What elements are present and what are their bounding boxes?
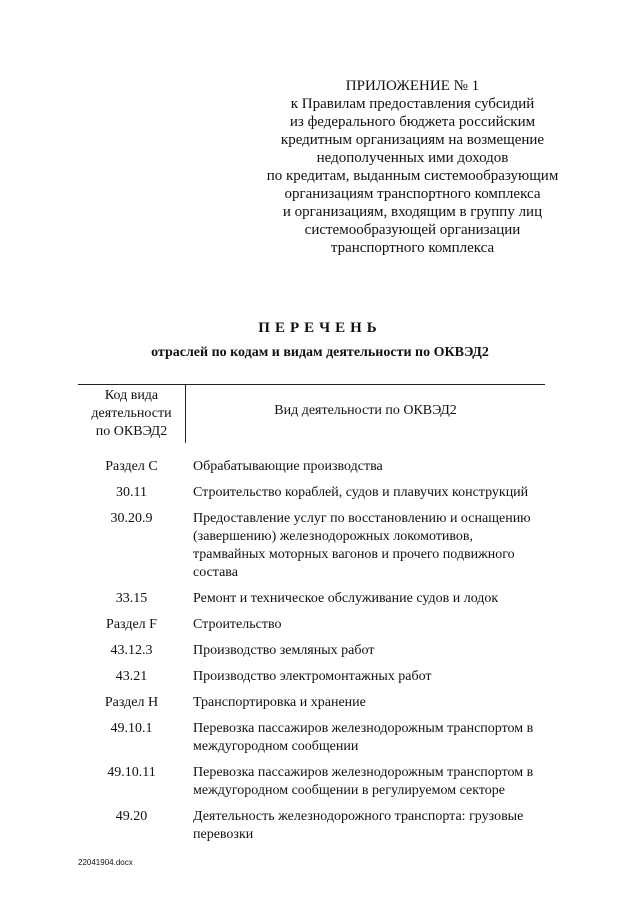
activity-code: 30.11 <box>116 485 147 500</box>
annex-title: ПРИЛОЖЕНИЕ № 1 <box>345 78 480 94</box>
activity-name: Ремонт и техническое обслуживание судов и лодок <box>193 591 499 606</box>
table-row <box>78 590 545 608</box>
activity-code: 49.20 <box>115 809 148 824</box>
activities-table <box>78 384 545 852</box>
table-row <box>78 484 545 502</box>
annex-block <box>260 77 565 257</box>
activity-code: 43.12.3 <box>110 643 153 658</box>
table-body <box>78 458 545 844</box>
footer-filename: 22041904.docx <box>78 858 133 867</box>
header-code-line: по ОКВЭД2 <box>95 424 168 439</box>
document-subtitle: отраслей по кодам и видам деятельности по ОКВЭД2 <box>151 345 489 360</box>
annex-line: и организациям, входящим в группу лиц <box>282 204 543 220</box>
activity-code: 49.10.1 <box>110 721 153 736</box>
table-row <box>78 668 545 686</box>
table-row <box>78 764 545 800</box>
activity-name: Обрабатывающие производства <box>193 459 383 474</box>
table-row <box>78 720 545 756</box>
activity-code: 33.15 <box>115 591 148 606</box>
annex-line: недополученных ими доходов <box>316 150 509 166</box>
table-row <box>78 458 545 476</box>
activity-code: Раздел H <box>104 695 159 710</box>
activity-name: Строительство кораблей, судов и плавучих конструкций <box>193 485 529 500</box>
activity-code: 43.21 <box>115 669 148 684</box>
annex-line: системообразующей организации <box>304 222 521 238</box>
table-row <box>78 694 545 712</box>
activity-name: Деятельность железнодорожного транспорта: грузовые перевозки <box>193 809 524 842</box>
annex-line: организациям транспортного комплекса <box>284 186 541 202</box>
table-row <box>78 808 545 844</box>
annex-line: по кредитам, выданным системообразующим <box>266 168 559 184</box>
header-code-column <box>78 385 186 443</box>
table-row <box>78 642 545 660</box>
activity-name: Перевозка пассажиров железнодорожным транспортом в междугородном сообщении <box>193 721 534 754</box>
activity-code: Раздел F <box>106 617 157 632</box>
annex-line: к Правилам предоставления субсидий <box>290 96 535 112</box>
activity-name: Транспортировка и хранение <box>193 695 366 710</box>
activity-name: Предоставление услуг по восстановлению и оснащению (завершению) железнодорожных локомотивов, трамвайных моторных вагонов и прочего подвижного состава <box>193 511 531 580</box>
activity-name: Производство электромонтажных работ <box>193 669 432 684</box>
header-code-line: Код вида <box>104 388 159 403</box>
activity-name: Строительство <box>193 617 282 632</box>
table-row <box>78 510 545 582</box>
document-title: ПЕРЕЧЕНЬ <box>258 320 382 336</box>
activity-name: Перевозка пассажиров железнодорожным транспортом в междугородном сообщении в регулируемом секторе <box>193 765 534 798</box>
table-header <box>78 384 545 443</box>
activity-code: 30.20.9 <box>110 511 153 526</box>
header-name-column: Вид деятельности по ОКВЭД2 <box>274 403 457 418</box>
activity-code: 49.10.11 <box>107 765 156 780</box>
annex-line: кредитным организациям на возмещение <box>280 132 545 148</box>
annex-line: из федерального бюджета российским <box>289 114 536 130</box>
activity-code: Раздел C <box>105 459 158 474</box>
table-row <box>78 616 545 634</box>
header-code-line: деятельности <box>91 406 172 421</box>
activity-name: Производство земляных работ <box>193 643 375 658</box>
annex-line: транспортного комплекса <box>330 240 495 256</box>
